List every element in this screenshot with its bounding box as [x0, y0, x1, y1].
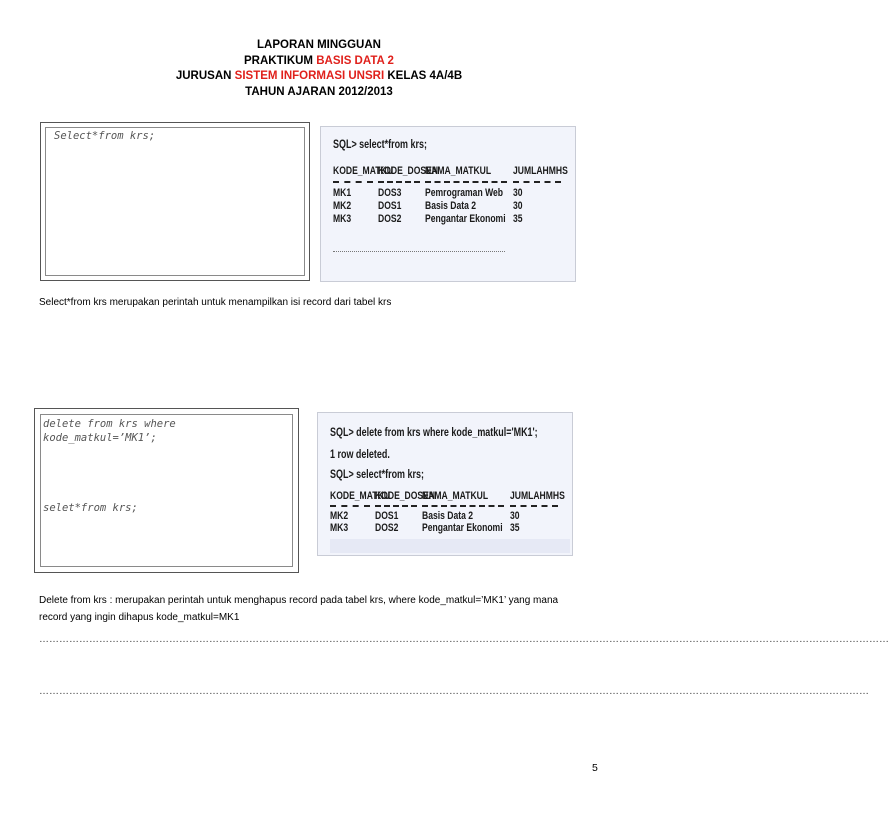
- terminal-footer-strip: [330, 539, 570, 553]
- table-cell: 30: [513, 200, 523, 212]
- code-delete-line2: kode_matkul=’MK1’;: [43, 432, 157, 444]
- description-select: Select*from krs merupakan perintah untuk menampilkan isi record dari tabel krs: [39, 297, 392, 308]
- fill-in-line-2: ……………………………………………………………………………………………………………………………………………………………………………………………………………………………: [39, 686, 869, 697]
- table-cell: 35: [510, 522, 520, 534]
- result-table: [330, 490, 570, 540]
- column-header: KODE_MATKU: [330, 490, 390, 502]
- header-divider: [375, 505, 417, 507]
- table-cell: MK2: [333, 200, 352, 212]
- result-table: [333, 165, 573, 255]
- header-department: JURUSAN SISTEM INFORMASI UNSRI KELAS 4A/4B: [175, 70, 463, 82]
- table-cell: DOS2: [375, 522, 399, 534]
- code-box-select: [40, 122, 310, 281]
- header-divider: [422, 505, 504, 507]
- table-cell: Basis Data 2: [425, 200, 477, 212]
- table-cell: MK2: [330, 510, 349, 522]
- header-academic-year: TAHUN AJARAN 2012/2013: [245, 85, 393, 98]
- table-cell: 35: [513, 213, 523, 225]
- sql-message: 1 row deleted.: [330, 449, 390, 461]
- table-cell: Pengantar Ekonomi: [422, 522, 503, 534]
- table-cell: DOS1: [378, 200, 402, 212]
- page-number: 5: [592, 762, 598, 774]
- terminal-screenshot-select: [320, 126, 576, 282]
- table-cell: MK3: [333, 213, 352, 225]
- description-delete-line1: Delete from krs : merupakan perintah untuk menghapus record pada tabel krs, where kode_matkul=’MK1’ yang mana: [39, 595, 559, 606]
- header-divider: [378, 181, 420, 183]
- code-box-inner: [40, 414, 293, 567]
- code-box-delete: [34, 408, 299, 573]
- code-delete-line1: delete from krs where: [43, 418, 176, 430]
- header-course: PRAKTIKUM BASIS DATA 2: [244, 54, 394, 67]
- table-cell: Pengantar Ekonomi: [425, 213, 506, 225]
- column-header: JUMLAHMHS: [510, 490, 565, 502]
- column-header: KODE_DOSEN: [375, 490, 436, 502]
- table-cell: 30: [510, 510, 520, 522]
- code-select-line: selet*from krs;: [43, 502, 138, 514]
- cut-off-line: [333, 251, 505, 252]
- column-header: JUMLAHMHS: [513, 165, 568, 177]
- column-header: KODE_DOSEN: [378, 165, 439, 177]
- table-cell: MK3: [330, 522, 349, 534]
- table-cell: DOS2: [378, 213, 402, 225]
- header-divider: [513, 181, 561, 183]
- description-delete-line2: record yang ingin dihapus kode_matkul=MK1: [39, 612, 240, 623]
- header-divider: [510, 505, 558, 507]
- code-box-inner: [45, 127, 305, 276]
- header-divider: [333, 181, 373, 183]
- sql-prompt: SQL> select*from krs;: [333, 139, 427, 151]
- column-header: KODE_MATKU: [333, 165, 393, 177]
- table-cell: 30: [513, 187, 523, 199]
- header-divider: [425, 181, 507, 183]
- sql-prompt-delete: SQL> delete from krs where kode_matkul='MK1';: [330, 427, 538, 439]
- table-cell: Pemrograman Web: [425, 187, 504, 199]
- column-header: NAMA_MATKUL: [422, 490, 489, 502]
- table-cell: DOS3: [378, 187, 402, 199]
- table-cell: MK1: [333, 187, 352, 199]
- fill-in-line-1: …………………………………………………………………………………………………………………………………………………………………………………………………………………………………: [39, 634, 889, 645]
- header-title: LAPORAN MINGGUAN: [257, 39, 381, 51]
- header-divider: [330, 505, 370, 507]
- report-header: [0, 38, 638, 100]
- table-cell: DOS1: [375, 510, 399, 522]
- code-select: Select*from krs;: [54, 130, 156, 142]
- column-header: NAMA_MATKUL: [425, 165, 492, 177]
- sql-prompt-select: SQL> select*from krs;: [330, 469, 424, 481]
- table-cell: Basis Data 2: [422, 510, 474, 522]
- terminal-screenshot-delete: [317, 412, 573, 556]
